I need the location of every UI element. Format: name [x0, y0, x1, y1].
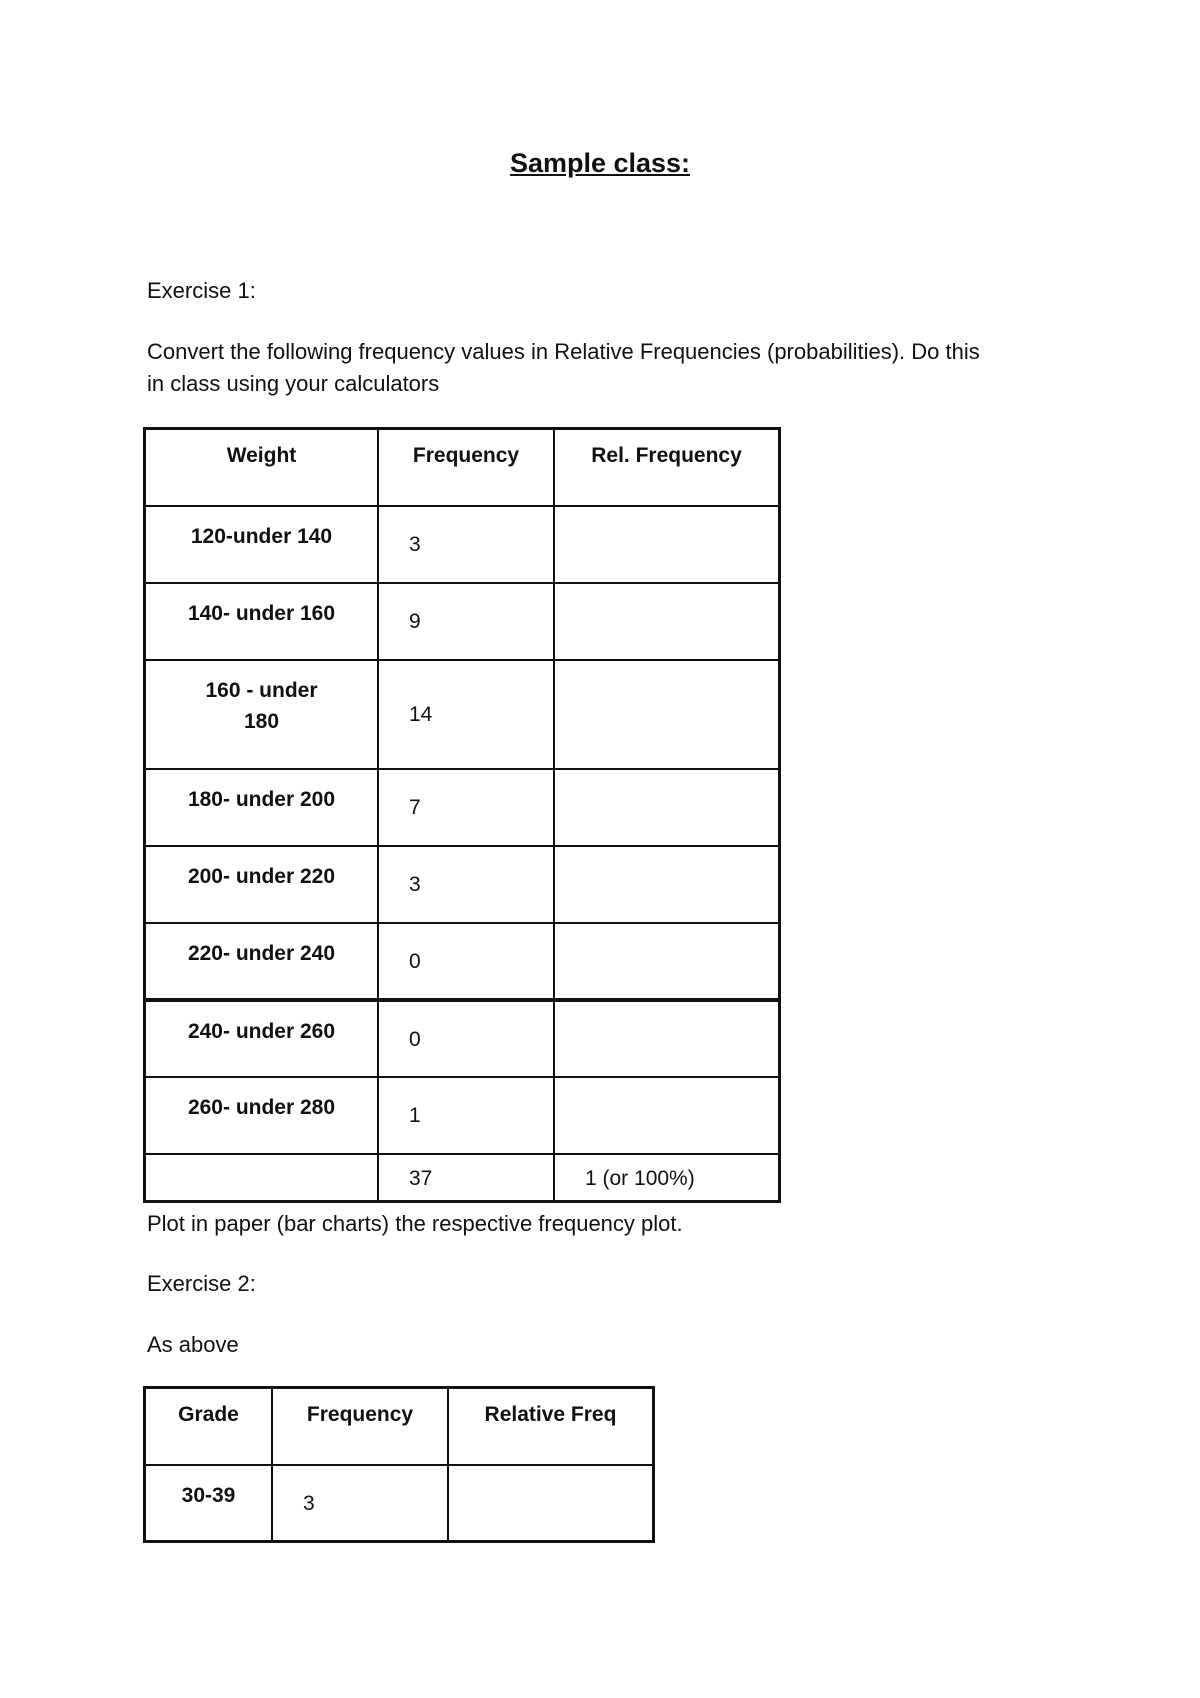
- table-row: [145, 583, 780, 660]
- table-row: [145, 1000, 780, 1077]
- weight-cell-line1: 160 - under: [205, 678, 318, 702]
- frequency-cell: 3: [378, 506, 554, 583]
- column-header-frequency: Frequency: [272, 1388, 448, 1465]
- column-header-weight: Weight: [145, 429, 379, 506]
- exercise1-heading: Exercise 1:: [147, 278, 256, 303]
- table-row: [145, 1465, 654, 1542]
- exercise1-note: Plot in paper (bar charts) the respective frequency plot.: [147, 1211, 683, 1236]
- column-header-relative-freq: Relative Freq: [448, 1388, 654, 1465]
- exercise1-instruction-line1: Convert the following frequency values in Relative Frequencies (probabilities). Do this: [147, 339, 980, 364]
- exercise2-heading: Exercise 2:: [147, 1271, 256, 1296]
- weight-cell: 140- under 160: [145, 583, 379, 660]
- weight-cell: [145, 660, 379, 769]
- table-header-row: [145, 429, 780, 506]
- weight-cell: 260- under 280: [145, 1077, 379, 1154]
- total-frequency-cell: 37: [378, 1154, 554, 1202]
- rel-frequency-cell: [554, 660, 780, 769]
- column-header-frequency: Frequency: [378, 429, 554, 506]
- rel-frequency-cell: [554, 1000, 780, 1077]
- rel-frequency-cell: [554, 846, 780, 923]
- weight-cell: 120-under 140: [145, 506, 379, 583]
- page-title: Sample class:: [509, 148, 691, 178]
- rel-frequency-cell: [554, 1077, 780, 1154]
- rel-frequency-cell: [554, 506, 780, 583]
- weight-cell: 180- under 200: [145, 769, 379, 846]
- table-row: [145, 769, 780, 846]
- table-row: [145, 923, 780, 1000]
- frequency-cell: 7: [378, 769, 554, 846]
- table-row: [145, 846, 780, 923]
- table-row: [145, 1077, 780, 1154]
- exercise1-instruction-line2: in class using your calculators: [147, 371, 440, 396]
- table-row: [145, 506, 780, 583]
- column-header-grade: Grade: [145, 1388, 273, 1465]
- total-rel-frequency-cell: 1 (or 100%): [554, 1154, 780, 1202]
- frequency-cell: 3: [272, 1465, 448, 1542]
- column-header-rel-frequency: Rel. Frequency: [554, 429, 780, 506]
- relative-freq-cell: [448, 1465, 654, 1542]
- weight-frequency-table: [143, 427, 781, 1203]
- rel-frequency-cell: [554, 583, 780, 660]
- weight-cell: 220- under 240: [145, 923, 379, 1000]
- grade-cell: 30-39: [145, 1465, 273, 1542]
- weight-cell: 200- under 220: [145, 846, 379, 923]
- grade-frequency-table: [143, 1386, 655, 1543]
- exercise2-instruction: As above: [147, 1332, 239, 1357]
- total-label-cell: [145, 1154, 379, 1202]
- weight-cell-line2: 180: [243, 709, 280, 733]
- table-row: [145, 660, 780, 769]
- rel-frequency-cell: [554, 923, 780, 1000]
- rel-frequency-cell: [554, 769, 780, 846]
- frequency-cell: 1: [378, 1077, 554, 1154]
- frequency-cell: 3: [378, 846, 554, 923]
- frequency-cell: 0: [378, 1000, 554, 1077]
- weight-cell: 240- under 260: [145, 1000, 379, 1077]
- table-header-row: [145, 1388, 654, 1465]
- frequency-cell: 0: [378, 923, 554, 1000]
- frequency-cell: 9: [378, 583, 554, 660]
- table-total-row: [145, 1154, 780, 1202]
- frequency-cell: 14: [378, 660, 554, 769]
